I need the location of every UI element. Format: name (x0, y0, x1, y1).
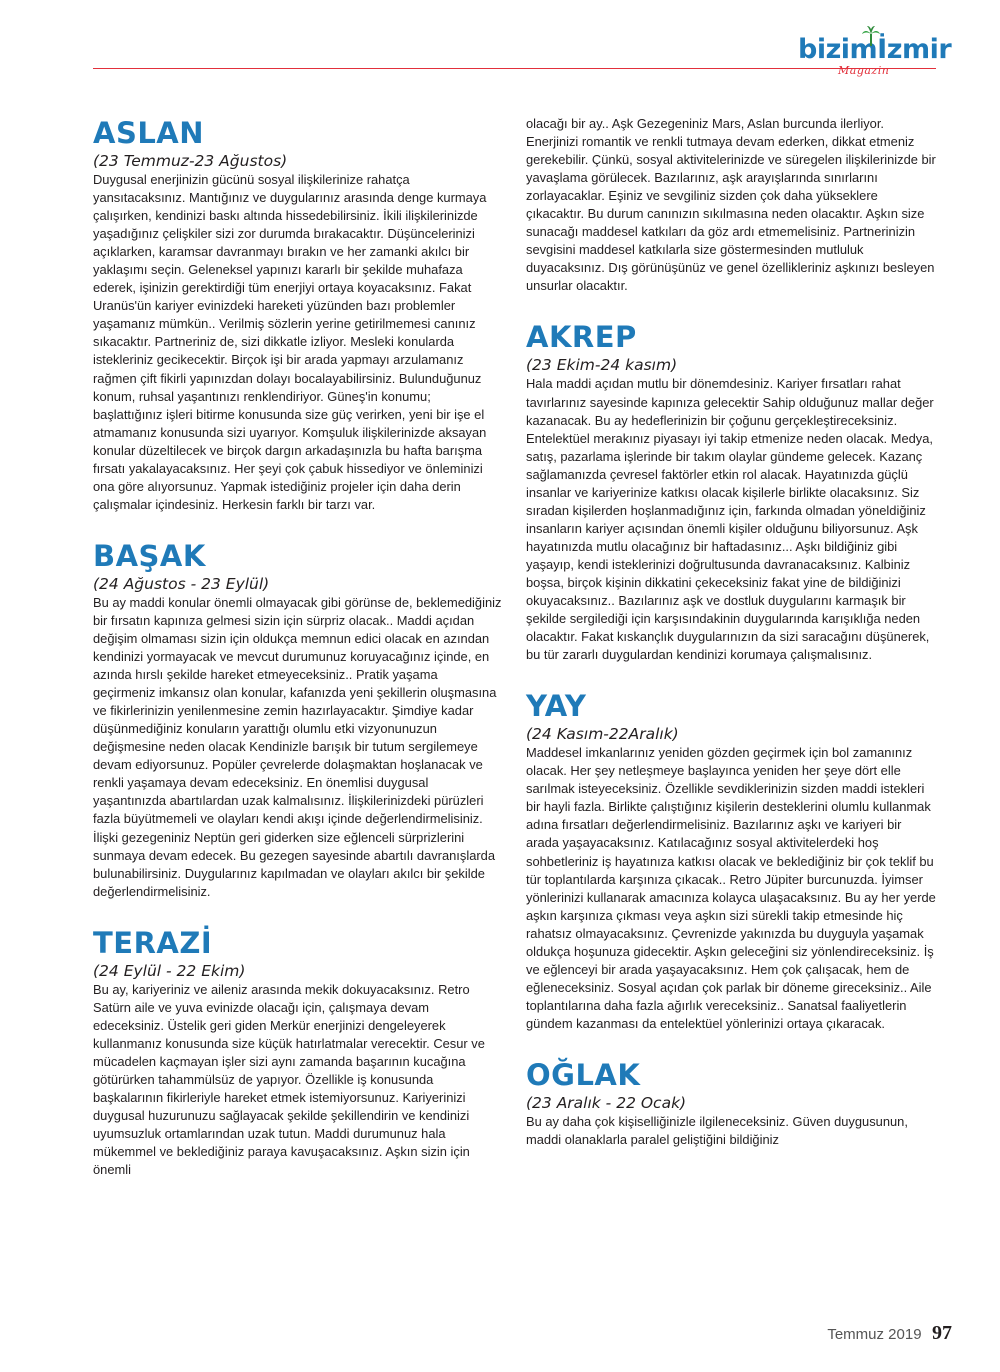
sign-dates: (24 Ağustos - 23 Eylül) (93, 574, 270, 593)
issue-date: Temmuz 2019 (827, 1326, 922, 1343)
section-oglak (526, 1057, 936, 1149)
right-column (526, 115, 936, 1149)
section-aslan-continued (526, 115, 936, 295)
section-terazi (93, 925, 503, 1180)
page-footer (827, 1322, 952, 1345)
sign-title: BAŞAK (93, 538, 206, 573)
sign-text: Hala maddi açıdan mutlu bir dönemdesiniz. Kariyer fırsatları rahat tavırlarınız sayesinde kapınıza gelecektir Sahip olduğunuz mallar değer kazanacak. Bu ay hedeflerinizin bir çoğunu gerçekleştireceksiniz. Entelektüel merakınız piyasayı iyi takip etmenize neden olacak. Medya, satış, pazarlama işlerinde bir takım olaylar gündeme gelecek. Kazanç sağlamanızda çevresel faktörler etkin rol alacak. Hayatınızda güçlü insanlar ve kariyerinize katkısı olacak kişilerle birlikte olacaksınız. Siz sıradan kişilerden hoşlanmadığınız için, farkında olmadan yöneldiğiniz insanların kariyer açısından önemli kişiler olduğunu biliyorsunuz. Aşk hayatınızda mutlu olacağınız bir haftadasınız... Aşkı bildiğiniz gibi yaşayıp, kendi isteklerinizi doğrultusunda davranacaksınız. Kalbiniz boşsa, birçok kişinin dikkatini çekeceksiniz fakat yine de bildiğinizi okuyacaksınız.. Bazılarınız aşk ve dostluk duygularını karmaşık bir şekilde sergilediği için karşısındakinin duygularında karışıklığa neden olacaktır. Fakat kıskançlık duygularınızın da sizi saracağını düşünerek, bu tür zararlı duygulardan kendinizi korumaya çalışmalısınız. (526, 376, 934, 663)
sign-text: Bu ay, kariyeriniz ve aileniz arasında mekik dokuyacaksınız. Retro Satürn aile ve yuva evinizde olacağı için, çalışmaya devam edeceksiniz. Üstelik geri giden Merkür enerjinizi dengeleyerek kullanmanız konusunda size küçük hatırlatmalar verecektir. Cesur ve mücadelen kaçmayan işler sizi aynı zamanda başarının kucağına götürürken tahammülsüz de yapıyor. Özellikle iş konusunda başkalarının fikirleriyle hareket etmek istemiyorsunuz. Kariyerinizi duygusal huzurunuzu sağlayacak şekilde şekillendirin ve kendinizi uyumsuzluk ortamlarından uzak tutun. Maddi durumunuz hala mükemmel ve beklediğiniz paraya kavuşacaksınız. Aşkın sizin için önemli (93, 981, 485, 1178)
sign-dates: (24 Kasım-22Aralık) (526, 725, 679, 744)
sign-title: AKREP (526, 320, 637, 355)
header-rule (93, 68, 936, 69)
sign-text: Duygusal enerjinizin gücünü sosyal ilişkilerinize rahatça yansıtacaksınız. Mantığınız ve duygularınız arasında denge kurmaya çalışırken, kendinizi baskı altında hissedebilirsiniz. İkili ilişkilerinizde yaşadığınız çelişkiler sizi zor durumda bırakacaktır. Düşüncelerinizi açıklarken, karamsar davranmayı bırakın ve her zamanki akılcı bir yaklaşımı seçin. Geleneksel yapınızı kararlı bir şekilde muhafaza ederek, işinizin gerektirdiği tüm enerjiyi ortaya koyacaksınız. Fakat Uranüs'ün kariyer evinizdeki hareketi yüzünden bazı problemler yaşamanız mümkün.. Verilmiş sözlerin yerine getirilmemesi canınız sıkacaktır. Partneriniz de, sizi dikkatle izliyor. Mesleki konularda istekleriniz gecikecektir. Birçok işi bir arada yapmayı arzulamanız rağmen çift fikirli yapınızdan dolayı bocalayabilirsiniz. Bulunduğunuz konum, ruhsal yaşantınızı renklendiriyor. Güneş'in konumu; başlattığınız işleri bitirme konusunda size güç verirken, yeni bir işe el atmamanız konusunda sizi uyarıyor. Komşuluk ilişkilerinizde aksayan konular düzeltilecek ve birçok dargın arkadaşınızla bu hafta barışma fırsatı yakalayacaksınız. Her şeyi çok çabuk hissediyor ve önleminizi ona göre alıyorsunuz. Yapmak istediğiniz projeler için daha derin çalışmalar içindesiniz. Herkesin farklı bir tarzı var. (93, 172, 487, 512)
sign-dates: (23 Temmuz-23 Ağustos) (93, 152, 288, 170)
sign-dates: (23 Aralık - 22 Ocak) (526, 1093, 687, 1112)
sign-dates: (24 Eylül - 22 Ekim) (93, 961, 246, 980)
sign-dates: (23 Ekim-24 kasım) (526, 356, 678, 375)
palm-tree-icon (862, 26, 880, 46)
sign-text: Maddesel imkanlarınız yeniden gözden geçirmek için bol zamanınız olacak. Her şey netleşmeye başlayınca yeniden her şeye dört elle sarılmak isteyeceksiniz. Özellikle sevdiklerinizin sizden maddi istekleri bir hayli fazla. Birlikte çalıştığınız kişilerin desteklerini olumlu kullanmak adına fırsatları değerlendirmelisiniz. Bazılarınız aşkı ve kariyeri bir arada yaşayacaksınız. Katılacağınız sosyal aktivitelerdeki hoş sohbetleriniz iş hayatınıza katkısı olacak ve beklediğiniz bir çok teklif bu tür toplantılarda karşınıza çıkacak.. Retro Jüpiter burcunuzda. İyimser yönlerinizi kullanarak amacınıza kolayca ulaşacaksınız. Bu ay her yerde aşkın karşınıza çıkması veya aşkın sizi sürekli takip etmesinde hiç rahatsız olmayacaksınız. Çevrenizde yakınızda bu duyguyla yaşamak oldukça hoşunuza gidecektir. Aşkın geleceğini siz yönlendireceksiniz. İş ve eğlenceyi bir arada yaşayacaksınız. Hem çok çalışacak, hem de eğleneceksiniz. Sosyal açıdan çok parlak bir döneme gireceksiniz.. Aile toplantılarına daha fazla ağırlık vereceksiniz.. Sanatsal faaliyetlerin gündem kazanması da entelektüel yönlerinizi ortaya çıkaracak. (526, 745, 936, 1031)
left-column (93, 115, 503, 1179)
section-basak (93, 538, 503, 901)
magazine-logo (798, 32, 952, 82)
sign-text: olacağı bir ay.. Aşk Gezegeniniz Mars, Aslan burcunda ilerliyor. Enerjinizi romantik ve renkli tutmaya devam ederken, dikkat etmeniz gerekebilir. Çünkü, sosyal aktivitelerinizde ve süregelen ilişkilerinizde bir yavaşlama görülecek. Bazılarınız, aşk arayışlarında sınırlarını zorlayacaklar. Eşiniz ve sevgiliniz sizden çok daha yükseklere çıkacaktır. Bu durum canınızın sıkılmasına neden olacaktır. Aşkın size sunacağı maddesel katkıları da göz ardı etmemelisiniz. Partnerinizin sevgisini maddesel katkılarla size göstermesinden mutluluk duyacaksınız. Dış görünüşünüz ve genel özellikleriniz aşkınızı besleyen unsurlar olacaktır. (526, 116, 936, 294)
sign-text: Bu ay maddi konular önemli olmayacak gibi görünse de, beklemediğiniz bir fırsatın kapınıza gelmesi sizin için sürpriz olacak.. Maddi açıdan değişim olmaması sizin için oldukça memnun edici olacak en azından kendinizi yormayacak ve mevcut durumunuz koruyacağınız içinde, en azında hırslı şekilde hareket etmeyeceksiniz.. Pratik yaşama geçirmeniz imkansız olan konular, kafanızda yeni şekillerin oluşmasına ve fikirlerinizin yenilenmesine zemin hazırlayacaktır. Şimdiye kadar düşünmediğiniz konuların yarattığı olumlu etki vizyonunuzun değişmesine neden olacak Kendinizle barışık bir tutum sergilemeye devam ediyorsunuz. Popüler çevrelerde dolaşmaktan hoşlanacak ve renkli yaşamaya devam edeceksiniz. En önemlisi duygusal yaşantınızda abartılardan uzak kalmalısınız. İlişkilerinizdeki pürüzleri fazla büyütmemeli ve olayları kendi akışı içinde değerlendirmelisiniz. İlişki gezegeniniz Neptün geri giderken size eğlenceli sürprizlerini sunmaya devam edecek. Bu gezegen sayesinde abartılı davranışlarda bulunabilirsiniz. Duygularınız kapılmadan ve olayları akılcı bir şekilde değerlendirmelisiniz. (93, 594, 502, 899)
sign-title: TERAZİ (93, 925, 213, 960)
page-number: 97 (932, 1322, 952, 1344)
sign-title: ASLAN (93, 116, 205, 150)
sign-title: OĞLAK (526, 1057, 641, 1092)
section-aslan (93, 115, 503, 514)
sign-text: Bu ay daha çok kişiselliğinizle ilgileneceksiniz. Güven duygusunun, maddi olanaklarla paralel geliştiğini bildiğiniz (526, 1113, 908, 1148)
sign-title: YAY (526, 689, 587, 724)
logo-subtitle: Magazin (838, 64, 890, 77)
logo-text: bizimİzmir (798, 34, 952, 65)
section-yay (526, 688, 936, 1033)
section-akrep (526, 319, 936, 664)
